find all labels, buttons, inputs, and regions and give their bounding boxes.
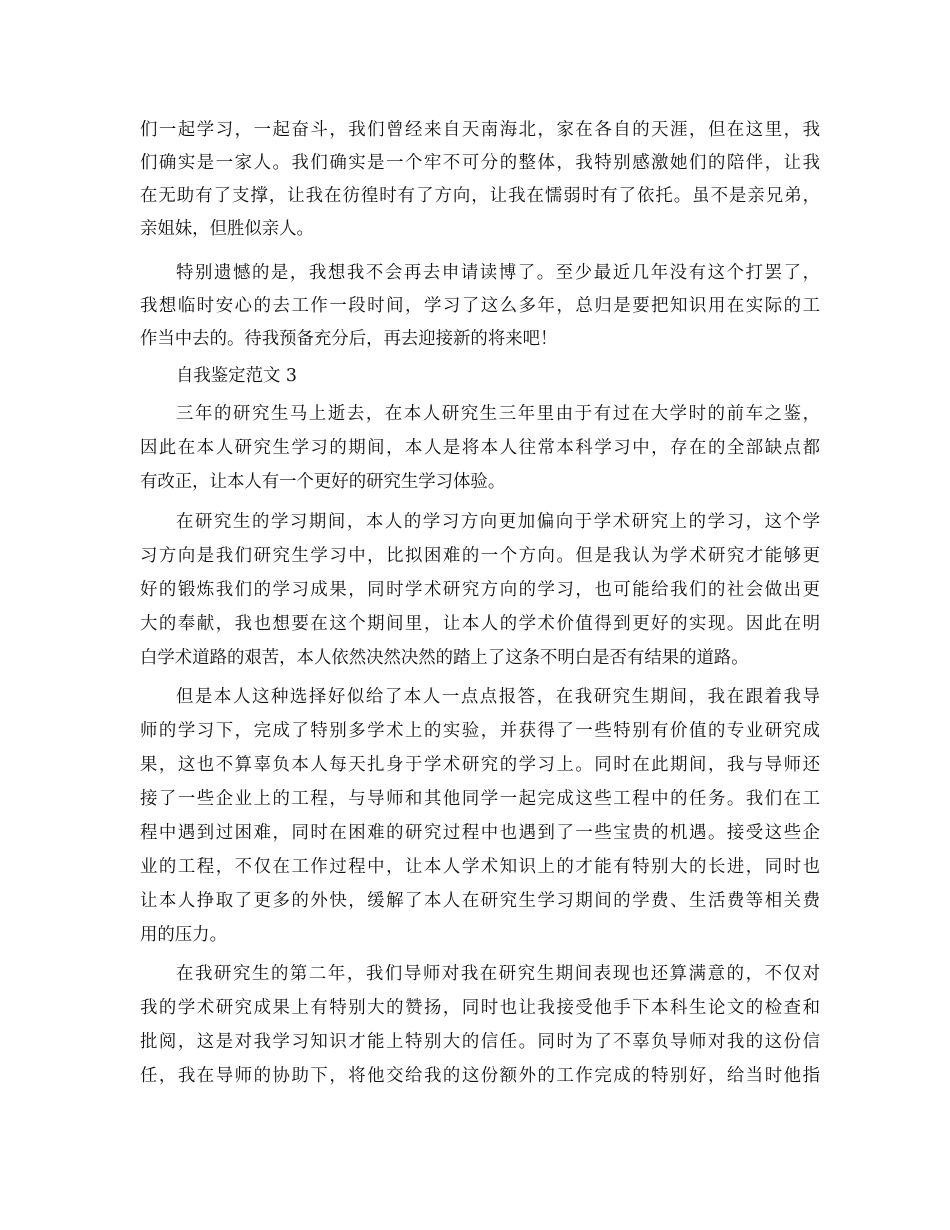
paragraph-line: 习方向是我们研究生学习中，比拟困难的一个方向。但是我认为学术研究才能够更 <box>140 546 820 566</box>
section-heading: 自我鉴定范文 3 <box>176 366 297 386</box>
paragraph-line: 大的奉献，我也想要在这个期间里，让本人的学术价值得到更好的实现。因此在明 <box>140 614 820 634</box>
paragraph-line: 好的锻炼我们的学习成果，同时学术研究方向的学习，也可能给我们的社会做出更 <box>140 580 820 600</box>
paragraph-line: 果，这也不算辜负本人每天扎身于学术研究的学习上。同时在此期间，我与导师还 <box>140 755 820 775</box>
paragraph-line: 三年的研究生马上逝去，在本人研究生三年里由于有过在大学时的前车之鉴， <box>176 404 820 424</box>
paragraph-line: 但是本人这种选择好似给了本人一点点报答，在我研究生期间，我在跟着我导 <box>176 687 820 707</box>
paragraph-line: 有改正，让本人有一个更好的研究生学习体验。 <box>140 472 506 492</box>
paragraph-line: 我的学术研究成果上有特别大的赞扬，同时也让我接受他手下本科生论文的检查和 <box>140 998 820 1018</box>
paragraph-line: 业的工程，不仅在工作过程中，让本人学术知识上的才能有特别大的长进，同时也 <box>140 857 820 877</box>
paragraph-line: 让本人挣取了更多的外快，缓解了本人在研究生学习期间的学费、生活费等相关费 <box>140 891 820 911</box>
paragraph-line: 用的压力。 <box>140 925 227 945</box>
paragraph-line: 们确实是一家人。我们确实是一个牢不可分的整体，我特别感激她们的陪伴，让我 <box>140 153 820 173</box>
paragraph-line: 程中遇到过困难，同时在困难的研究过程中也遇到了一些宝贵的机遇。接受这些企 <box>140 823 820 843</box>
paragraph-line: 我想临时安心的去工作一段时间，学习了这么多年，总归是要把知识用在实际的工 <box>140 296 820 316</box>
paragraph-line: 在研究生的学习期间，本人的学习方向更加偏向于学术研究上的学习，这个学 <box>176 512 820 532</box>
paragraph-line: 作当中去的。待我预备充分后，再去迎接新的将来吧！ <box>140 329 558 349</box>
paragraph-line: 白学术道路的艰苦，本人依然决然决然的踏上了这条不明白是否有结果的道路。 <box>140 648 749 668</box>
paragraph-line: 师的学习下，完成了特别多学术上的实验，并获得了一些特别有价值的专业研究成 <box>140 721 820 741</box>
paragraph-line: 任，我在导师的协助下，将他交给我的这份额外的工作完成的特别好，给当时他指 <box>140 1066 820 1086</box>
paragraph-line: 在无助有了支撑，让我在彷徨时有了方向，让我在懦弱时有了依托。虽不是亲兄弟， <box>140 186 820 206</box>
paragraph-line: 亲姐妹，但胜似亲人。 <box>140 219 314 239</box>
paragraph-line: 因此在本人研究生学习的期间，本人是将本人往常本科学习中，存在的全部缺点都 <box>140 438 820 458</box>
paragraph-line: 特别遗憾的是，我想我不会再去申请读博了。至少最近几年没有这个打罢了， <box>176 263 820 283</box>
paragraph-line: 们一起学习，一起奋斗，我们曾经来自天南海北，家在各自的天涯，但在这里，我 <box>140 120 820 140</box>
paragraph-line: 在我研究生的第二年，我们导师对我在研究生期间表现也还算满意的，不仅对 <box>176 964 820 984</box>
paragraph-line: 接了一些企业上的工程，与导师和其他同学一起完成这些工程中的任务。我们在工 <box>140 789 820 809</box>
paragraph-line: 批阅，这是对我学习知识才能上特别大的信任。同时为了不辜负导师对我的这份信 <box>140 1032 820 1052</box>
